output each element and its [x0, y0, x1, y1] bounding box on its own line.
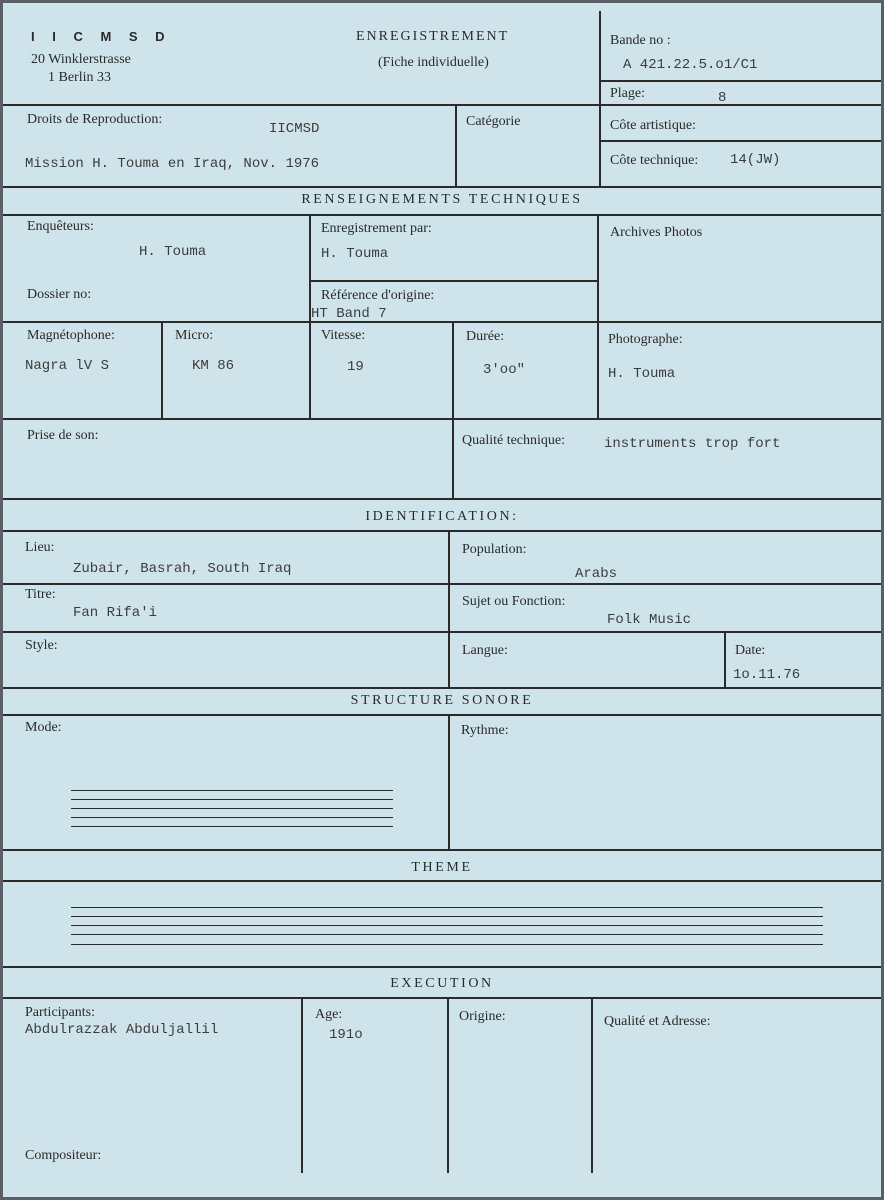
population-label: Population: [462, 542, 527, 557]
divider [724, 631, 726, 687]
mode-staff-line [71, 826, 393, 827]
address-line-2: 1 Berlin 33 [48, 70, 111, 85]
rule [3, 321, 881, 323]
magnetophone-value: Nagra lV S [25, 358, 110, 374]
rule [3, 714, 881, 716]
theme-staff-line [71, 944, 823, 945]
section-title-theme: THEME [411, 860, 473, 875]
dossier-label: Dossier no: [27, 287, 92, 302]
prise-de-son-label: Prise de son: [27, 428, 99, 443]
divider [301, 997, 303, 1173]
duree-label: Durée: [466, 329, 505, 344]
mode-staff-line [71, 808, 393, 809]
divider [161, 321, 163, 418]
divider [448, 530, 450, 687]
rule [3, 498, 881, 500]
theme-staff-line [71, 925, 823, 926]
rule [599, 140, 881, 142]
compositeur-label: Compositeur: [25, 1148, 102, 1163]
rule [3, 849, 881, 851]
enregistrement-label: Enregistrement par: [321, 221, 432, 236]
rule [3, 880, 881, 882]
section-title-structure: STRUCTURE SONORE [350, 693, 534, 708]
duree-value: 3'oo" [483, 362, 526, 378]
rule [3, 583, 881, 585]
rythme-label: Rythme: [461, 723, 509, 738]
photographe-value: H. Touma [608, 366, 676, 382]
divider [591, 997, 593, 1173]
categorie-label: Catégorie [466, 114, 521, 129]
cote-artistique-label: Côte artistique: [610, 118, 696, 133]
address-line-1: 20 Winklerstrasse [31, 52, 131, 67]
rule [599, 80, 881, 82]
mode-staff-line [71, 790, 393, 791]
rule [3, 186, 881, 188]
population-value: Arabs [575, 566, 618, 582]
section-title-execution: EXECUTION [390, 976, 494, 991]
divider [455, 104, 457, 186]
qualite-technique-label: Qualité technique: [462, 433, 566, 448]
rule [3, 631, 881, 633]
vitesse-label: Vitesse: [321, 328, 366, 343]
age-label: Age: [315, 1007, 343, 1022]
titre-value: Fan Rifa'i [73, 605, 158, 621]
cote-technique-value: 14(JW) [730, 152, 781, 168]
date-value: 1o.11.76 [733, 667, 801, 683]
vitesse-value: 19 [347, 359, 364, 375]
card-title: ENREGISTREMENT [356, 29, 510, 44]
reference-value: HT Band 7 [311, 306, 387, 322]
card-subtitle: (Fiche individuelle) [378, 55, 489, 70]
lieu-label: Lieu: [25, 540, 55, 555]
participants-label: Participants: [25, 1005, 95, 1020]
reference-label: Référence d'origine: [321, 288, 435, 303]
divider [599, 11, 601, 186]
org-logo: I I C M S D [31, 29, 172, 44]
rule [3, 687, 881, 689]
age-value: 191o [329, 1027, 363, 1043]
divider [447, 997, 449, 1173]
origine-label: Origine: [459, 1009, 506, 1024]
magnetophone-label: Magnétophone: [27, 328, 115, 343]
rule [309, 280, 599, 282]
enqueteurs-value: H. Touma [139, 244, 207, 260]
divider [452, 321, 454, 418]
photographe-label: Photographe: [608, 332, 683, 347]
cote-technique-label: Côte technique: [610, 153, 699, 168]
participants-value: Abdulrazzak Abduljallil [25, 1022, 219, 1038]
sujet-label: Sujet ou Fonction: [462, 594, 566, 609]
style-label: Style: [25, 638, 58, 653]
lieu-value: Zubair, Basrah, South Iraq [73, 561, 292, 577]
divider [597, 214, 599, 418]
section-title-technical: RENSEIGNEMENTS TECHNIQUES [301, 192, 583, 207]
date-label: Date: [735, 643, 766, 658]
enqueteurs-label: Enquêteurs: [27, 219, 94, 234]
theme-staff-line [71, 907, 823, 908]
micro-value: KM 86 [192, 358, 235, 374]
rule [3, 997, 881, 999]
archives-photos-label: Archives Photos [610, 225, 703, 240]
droits-value: IICMSD [269, 121, 320, 137]
index-card [3, 3, 881, 1197]
divider [448, 714, 450, 849]
mode-staff-line [71, 817, 393, 818]
divider [452, 418, 454, 498]
theme-staff-line [71, 934, 823, 935]
titre-label: Titre: [25, 587, 56, 602]
rule [3, 214, 881, 216]
langue-label: Langue: [462, 643, 508, 658]
mode-label: Mode: [25, 720, 62, 735]
bande-label: Bande no : [610, 33, 671, 48]
rule [3, 966, 881, 968]
mode-staff-line [71, 799, 393, 800]
rule [3, 530, 881, 532]
bande-value: A 421.22.5.o1/C1 [623, 57, 758, 73]
plage-label: Plage: [610, 86, 645, 101]
sujet-value: Folk Music [607, 612, 692, 628]
micro-label: Micro: [175, 328, 214, 343]
rule [3, 104, 881, 106]
section-title-identification: IDENTIFICATION: [365, 509, 519, 524]
droits-label: Droits de Reproduction: [27, 112, 163, 127]
qualite-technique-value: instruments trop fort [604, 436, 781, 452]
enregistrement-value: H. Touma [321, 246, 389, 262]
qualite-adresse-label: Qualité et Adresse: [604, 1014, 711, 1029]
theme-staff-line [71, 916, 823, 917]
plage-value: 8 [718, 90, 727, 106]
mission-value: Mission H. Touma en Iraq, Nov. 1976 [25, 156, 320, 172]
rule [3, 418, 881, 420]
